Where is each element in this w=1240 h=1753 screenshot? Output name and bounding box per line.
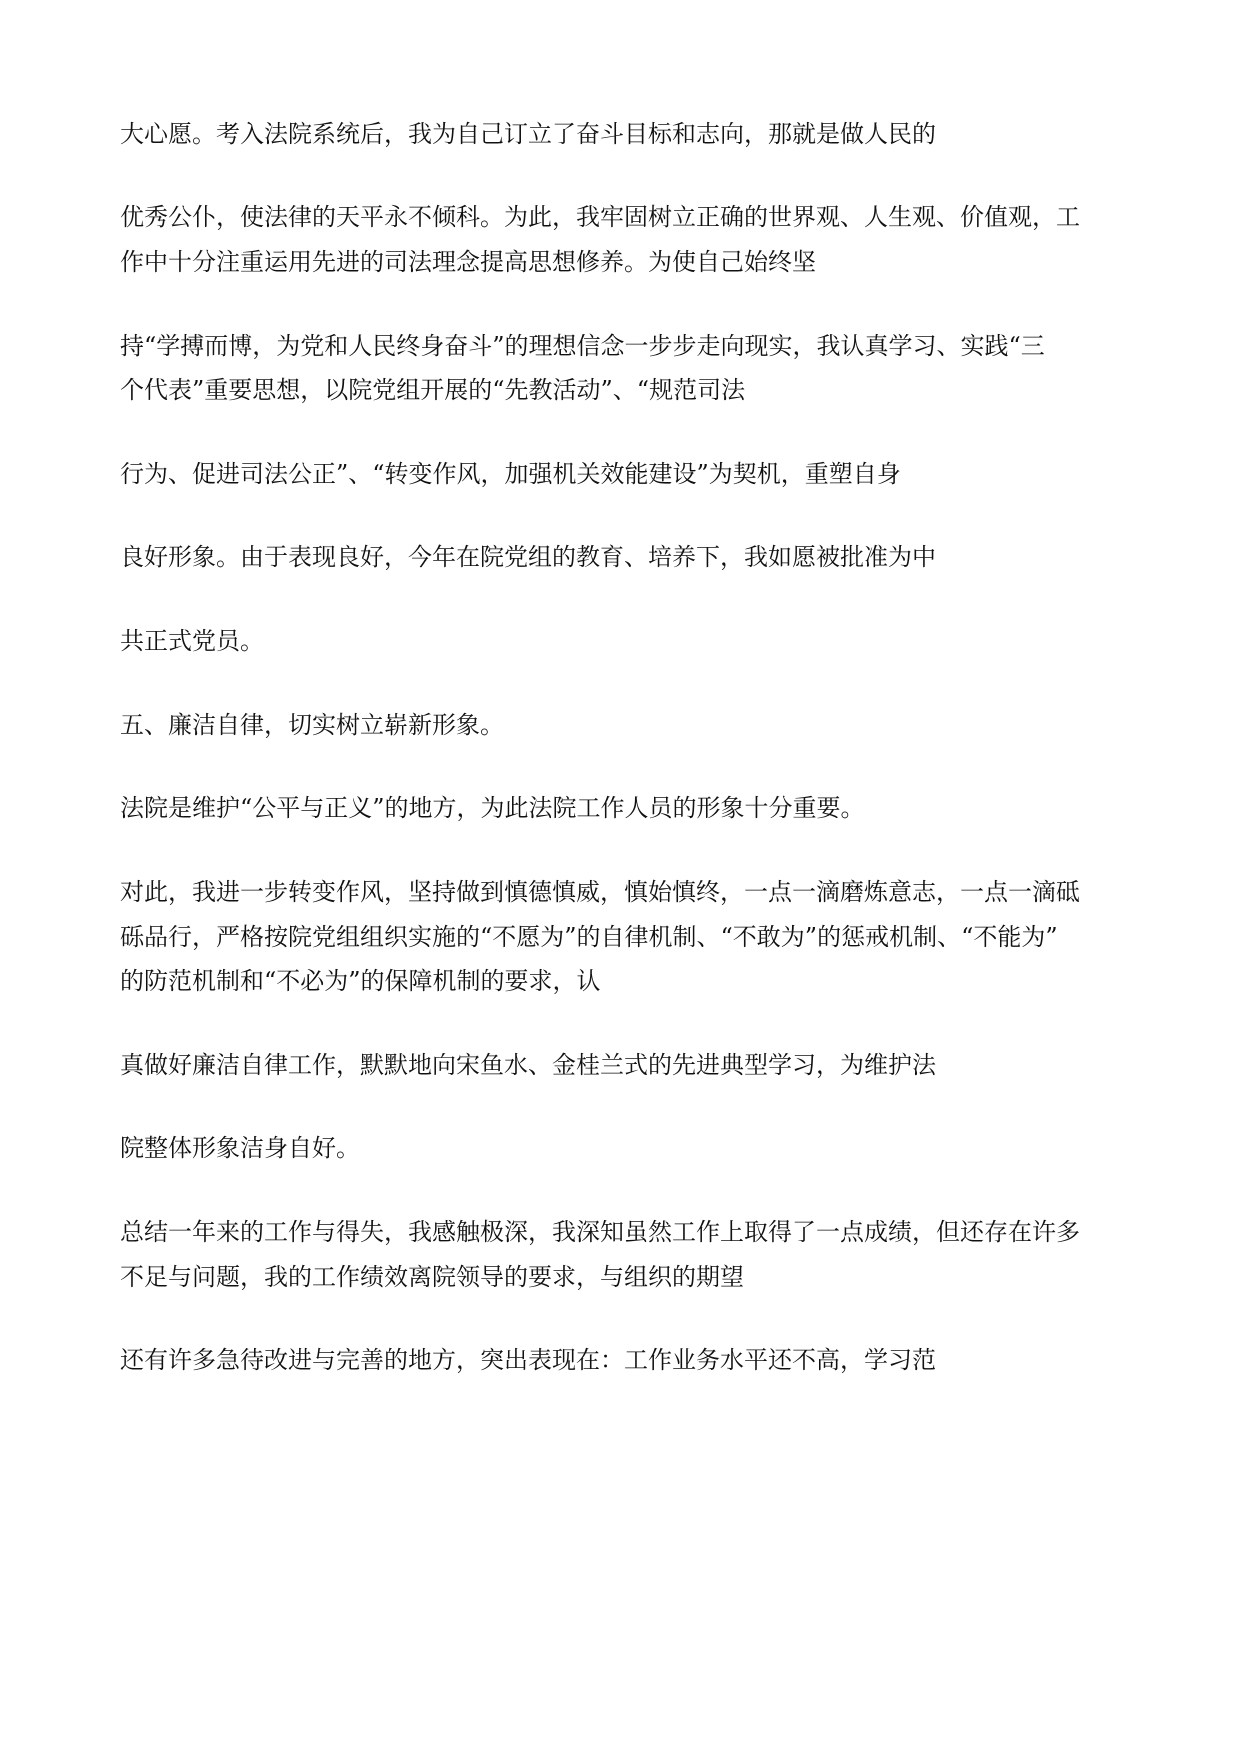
text-line: 院整体形象洁身自好。 bbox=[120, 1134, 360, 1162]
text-line: 总结一年来的工作与得失，我感触极深，我深知虽然工作上取得了一点成绩，但还存在许多 bbox=[120, 1218, 1080, 1246]
text-line: 砾品行，严格按院党组组织实施的“不愿为”的自律机制、“不敢为”的惩戒机制、“不能为” bbox=[120, 923, 1058, 951]
section-heading: 五、廉洁自律，切实树立崭新形象。 bbox=[120, 711, 504, 739]
text-line: 大心愿。考入法院系统后，我为自己订立了奋斗目标和志向，那就是做人民的 bbox=[120, 120, 936, 148]
text-line: 还有许多急待改进与完善的地方，突出表现在：工作业务水平还不高，学习范 bbox=[120, 1346, 936, 1374]
text-line: 行为、促进司法公正”、“转变作风，加强机关效能建设”为契机，重塑自身 bbox=[120, 460, 901, 488]
text-line: 共正式党员。 bbox=[120, 627, 264, 655]
text-line: 个代表”重要思想，以院党组开展的“先教活动”、“规范司法 bbox=[120, 376, 746, 404]
text-line: 真做好廉洁自律工作，默默地向宋鱼水、金桂兰式的先进典型学习，为维护法 bbox=[120, 1051, 936, 1079]
text-line: 良好形象。由于表现良好，今年在院党组的教育、培养下，我如愿被批准为中 bbox=[120, 543, 936, 571]
text-line: 对此，我进一步转变作风，坚持做到慎德慎威，慎始慎终，一点一滴磨炼意志，一点一滴砥 bbox=[120, 878, 1080, 906]
text-line: 优秀公仆，使法律的天平永不倾科。为此，我牢固树立正确的世界观、人生观、价值观，工 bbox=[120, 203, 1080, 231]
text-line: 不足与问题，我的工作绩效离院领导的要求，与组织的期望 bbox=[120, 1263, 744, 1291]
text-line: 持“学搏而博，为党和人民终身奋斗”的理想信念一步步走向现实，我认真学习、实践“三 bbox=[120, 332, 1045, 360]
text-line: 的防范机制和“不必为”的保障机制的要求，认 bbox=[120, 967, 601, 995]
text-line: 法院是维护“公平与正义”的地方，为此法院工作人员的形象十分重要。 bbox=[120, 794, 865, 822]
text-line: 作中十分注重运用先进的司法理念提高思想修养。为使自己始终坚 bbox=[120, 248, 816, 276]
